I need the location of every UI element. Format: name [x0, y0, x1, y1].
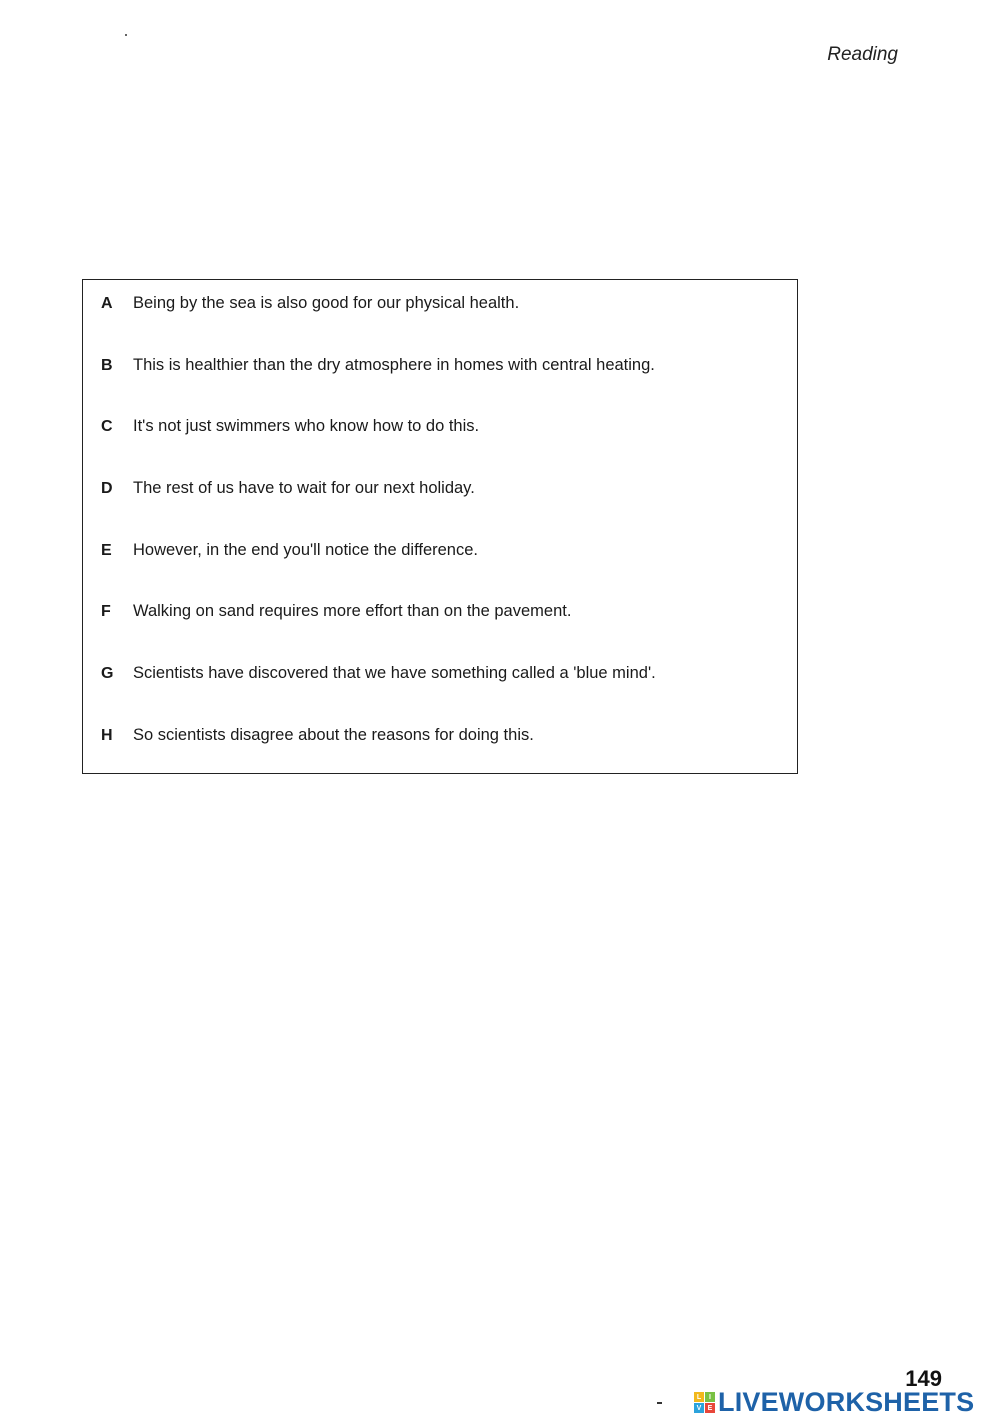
logo-letter: I — [705, 1392, 715, 1402]
option-text: Walking on sand requires more effort than on the pavement. — [133, 602, 572, 621]
option-letter: A — [101, 295, 113, 312]
option-letter: F — [101, 603, 111, 621]
stray-mark — [125, 34, 127, 36]
option-a — [83, 294, 797, 356]
option-text: This is healthier than the dry atmosphere in homes with central heating. — [133, 355, 655, 374]
option-b — [83, 356, 797, 418]
page-number: 149 — [905, 1366, 942, 1391]
section-label: Reading — [827, 44, 898, 65]
logo-letter: E — [705, 1403, 715, 1413]
logo-letter: V — [694, 1403, 704, 1413]
option-text: Being by the sea is also good for our physical health. — [133, 294, 520, 312]
option-c — [83, 417, 797, 479]
option-text: However, in the end you'll notice the difference. — [133, 540, 478, 559]
option-h — [83, 726, 797, 788]
option-text: So scientists disagree about the reasons for doing this. — [133, 725, 534, 744]
option-letter: G — [101, 665, 114, 683]
option-letter: D — [101, 480, 113, 498]
option-letter: E — [101, 541, 112, 559]
brand-link[interactable] — [694, 1389, 974, 1416]
option-text: It's not just swimmers who know how to do this. — [133, 417, 480, 436]
option-e — [83, 541, 797, 603]
option-letter: C — [101, 418, 113, 436]
option-letter: H — [101, 726, 113, 744]
brand-name: LIVEWORKSHEETS — [718, 1387, 975, 1417]
option-g — [83, 664, 797, 726]
logo-letter: L — [694, 1392, 704, 1402]
stray-dash — [657, 1402, 662, 1404]
option-text: The rest of us have to wait for our next holiday. — [133, 479, 475, 498]
option-d — [83, 479, 797, 541]
option-letter: B — [101, 356, 113, 374]
option-text: Scientists have discovered that we have something called a 'blue mind'. — [133, 664, 656, 683]
liveworksheets-logo-icon — [694, 1392, 715, 1413]
option-f — [83, 602, 797, 664]
options-box — [82, 279, 798, 774]
